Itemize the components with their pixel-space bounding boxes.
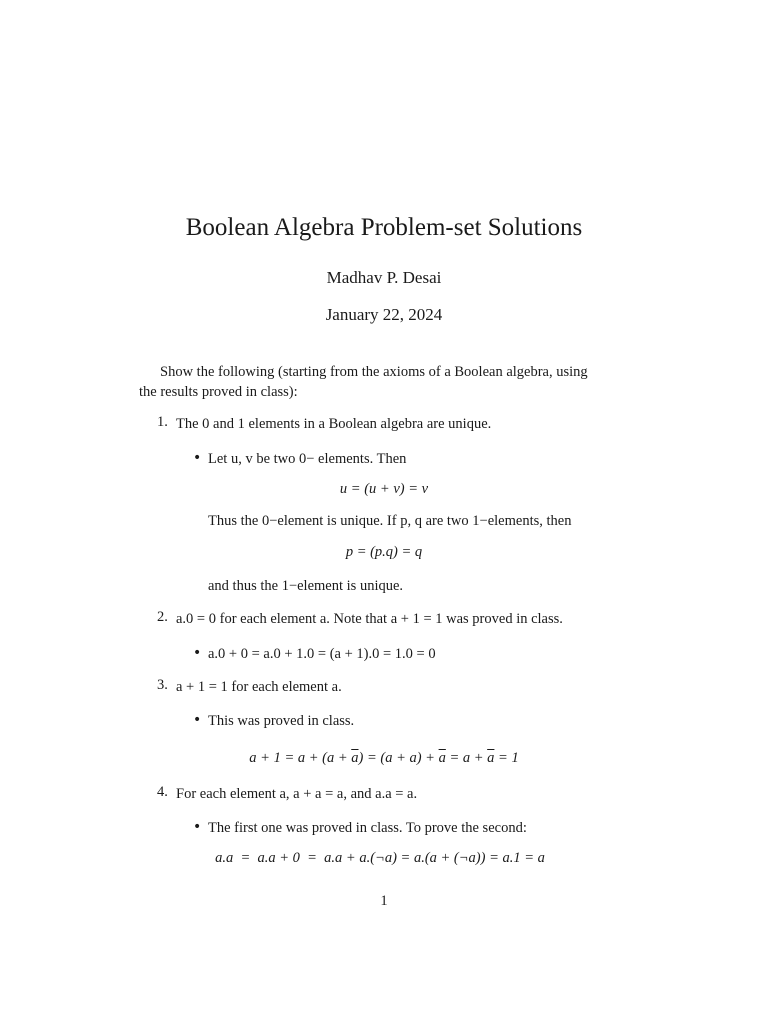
eq-part: ) = (a + a) + bbox=[358, 750, 439, 766]
item-2-number: 2. bbox=[157, 609, 168, 625]
bullet-icon: • bbox=[193, 819, 202, 835]
item-2-text: a.0 = 0 for each element a. Note that a + 1 = 1 was proved in class. bbox=[176, 611, 563, 627]
item-1-equation-1: u = (u + v) = v bbox=[339, 481, 429, 497]
bullet-icon: • bbox=[193, 712, 202, 728]
bullet-icon: • bbox=[193, 450, 202, 466]
intro-line-1: Show the following (starting from the axioms of a Boolean algebra, using bbox=[160, 364, 588, 380]
item-3-text: a + 1 = 1 for each element a. bbox=[176, 679, 342, 695]
item-1-end-text: and thus the 1−element is unique. bbox=[208, 578, 404, 594]
eq-part: = 1 bbox=[494, 750, 519, 766]
item-1-middle-text: Thus the 0−element is unique. If p, q are two 1−elements, then bbox=[208, 513, 572, 529]
document-title: Boolean Algebra Problem-set Solutions bbox=[185, 214, 583, 241]
item-3-equation bbox=[0, 750, 768, 767]
document-date: January 22, 2024 bbox=[325, 305, 443, 324]
item-1-equation-2: p = (p.q) = q bbox=[345, 544, 423, 560]
item-4-bullet-text: The first one was proved in class. To prove the second: bbox=[208, 820, 527, 836]
eq-part: = a + bbox=[445, 750, 488, 766]
bullet-icon: • bbox=[193, 645, 202, 661]
page-number: 1 bbox=[380, 893, 388, 909]
item-4-number: 4. bbox=[157, 784, 168, 800]
item-1-number: 1. bbox=[157, 414, 168, 430]
item-4-equation: a.a = a.a + 0 = a.a + a.(¬a) = a.(a + (¬a)) = a.1 = a bbox=[215, 850, 545, 866]
item-4-text: For each element a, a + a = a, and a.a = a. bbox=[176, 786, 418, 802]
eq-part-complement: $\overline{a}$ bbox=[351, 750, 359, 766]
eq-part-complement: $\overline{a}$ bbox=[487, 750, 495, 766]
eq-part-complement: $\overline{a}$ bbox=[438, 750, 446, 766]
item-3-bullet-text: This was proved in class. bbox=[208, 713, 355, 729]
item-1-bullet-text: Let u, v be two 0− elements. Then bbox=[208, 451, 407, 467]
item-3-number: 3. bbox=[157, 677, 168, 693]
document-author: Madhav P. Desai bbox=[326, 268, 442, 287]
eq-part: a + 1 = a + (a + bbox=[249, 750, 352, 766]
intro-line-2: the results proved in class): bbox=[139, 384, 298, 400]
item-2-bullet-text: a.0 + 0 = a.0 + 1.0 = (a + 1).0 = 1.0 = 0 bbox=[208, 646, 436, 662]
item-1-text: The 0 and 1 elements in a Boolean algebra are unique. bbox=[176, 416, 492, 432]
